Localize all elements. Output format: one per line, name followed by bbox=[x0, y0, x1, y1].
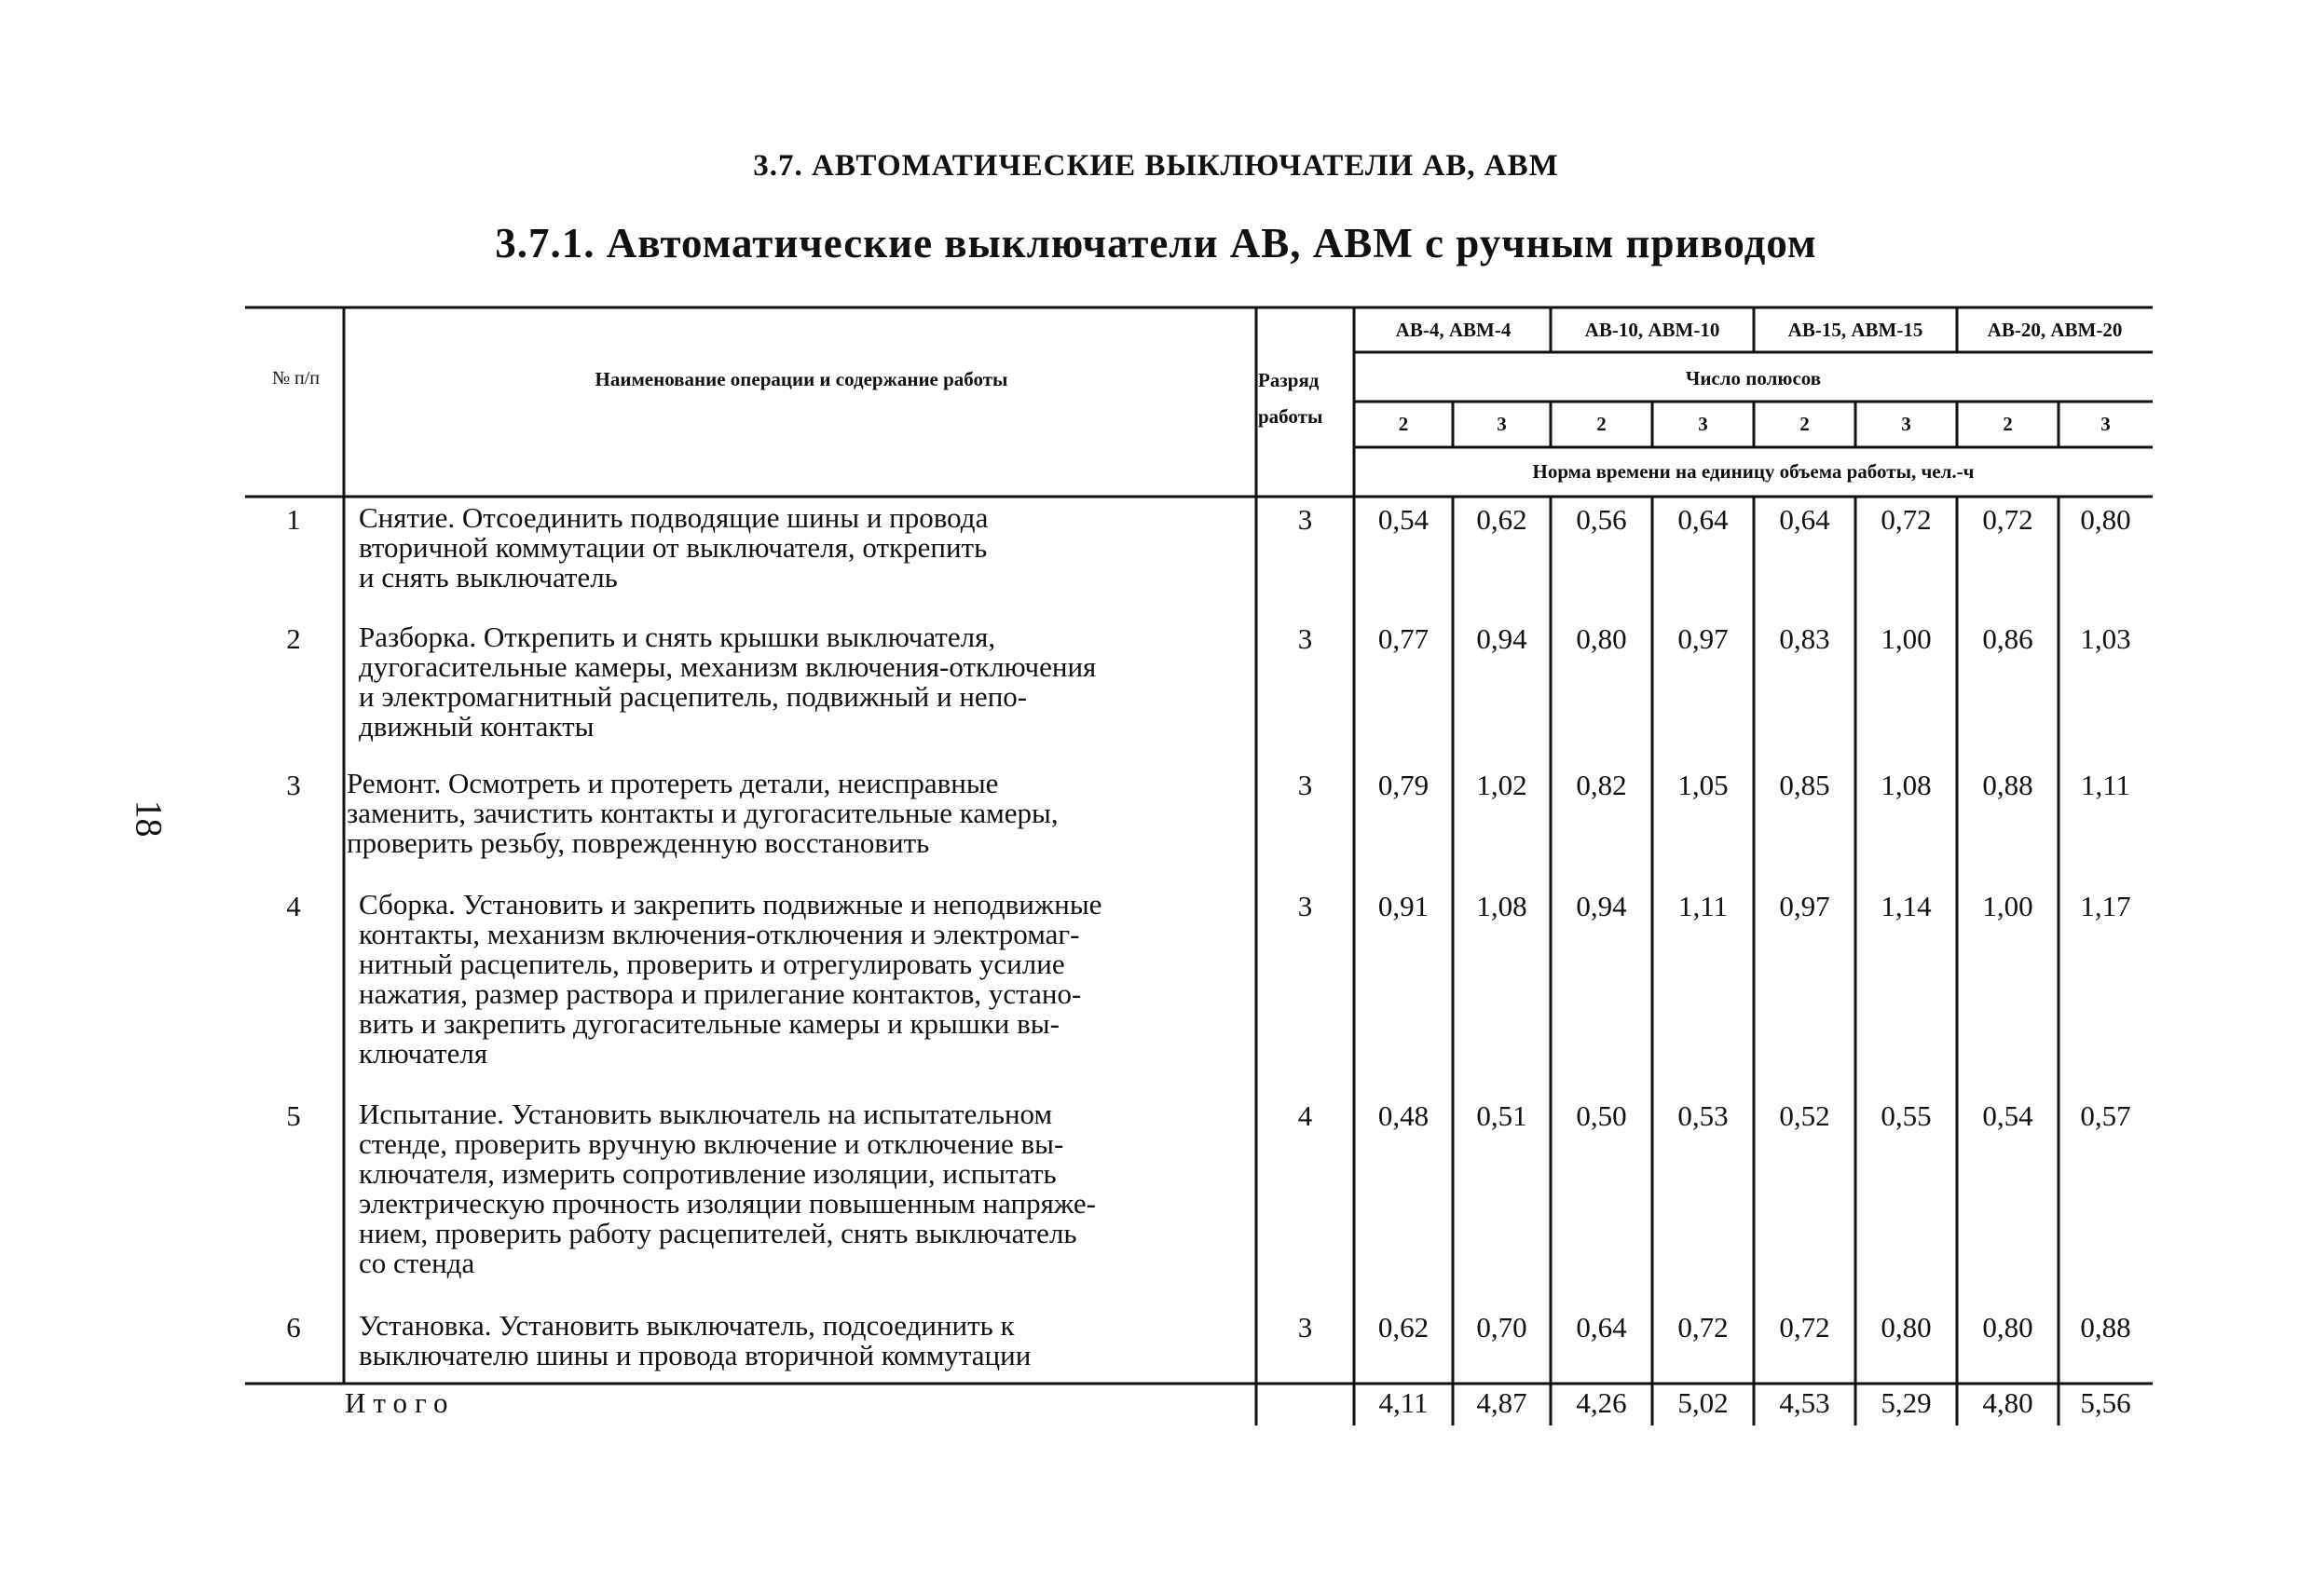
norm-value-cell: 0,94 bbox=[1576, 890, 1627, 922]
norm-value-cell: 0,77 bbox=[1377, 622, 1430, 655]
norm-value-cell: 0,62 bbox=[1476, 503, 1527, 536]
total-value-cell: 4,26 bbox=[1576, 1386, 1627, 1419]
row-description: Испытание. Установить выключатель на испытательном стенде, проверить вручную включение и отключение вы- ключателя, измерить сопротивление изоляции, испытать электрическую прочность изоляции повышенным напряже- нием, проверить работу расцепителей, снять выключатель со стенда bbox=[359, 1098, 1096, 1279]
norm-value-cell: 1,03 bbox=[2080, 622, 2131, 655]
header-pole-count: 2 bbox=[1799, 413, 1810, 435]
header-type-4: АВ-20, АВМ-20 bbox=[1987, 319, 2123, 341]
norm-value-cell: 1,08 bbox=[1476, 890, 1527, 922]
norm-value-cell: 0,94 bbox=[1476, 622, 1527, 655]
row-description: Установка. Установить выключатель, подсоединить к выключателю шины и провода вторичной коммутации bbox=[359, 1309, 1032, 1371]
row-grade: 3 bbox=[1297, 769, 1313, 801]
header-pole-count: 3 bbox=[1497, 413, 1507, 435]
norm-value-cell: 0,54 bbox=[1982, 1099, 2033, 1132]
norm-value-cell: 0,72 bbox=[1982, 503, 2033, 536]
row-number: 4 bbox=[286, 890, 301, 922]
norm-value-cell: 0,64 bbox=[1677, 503, 1729, 536]
norm-value-cell: 0,72 bbox=[1779, 1311, 1830, 1344]
norm-value-cell: 0,62 bbox=[1377, 1311, 1430, 1344]
norm-value-cell: 0,72 bbox=[1677, 1311, 1729, 1344]
row-grade: 4 bbox=[1297, 1099, 1313, 1132]
norm-value-cell: 0,53 bbox=[1677, 1099, 1729, 1132]
total-value-cell: 5,02 bbox=[1677, 1386, 1729, 1419]
header-norm: Норма времени на единицу объема работы, чел.-ч bbox=[1532, 460, 1975, 483]
total-value-cell: 5,56 bbox=[2080, 1386, 2131, 1419]
norm-value-cell: 0,97 bbox=[1779, 890, 1830, 922]
total-value-cell: 4,87 bbox=[1476, 1386, 1527, 1419]
row-grade: 3 bbox=[1297, 503, 1313, 536]
norm-value-cell: 0,64 bbox=[1576, 1311, 1627, 1344]
row-grade: 3 bbox=[1297, 890, 1313, 922]
norm-value-cell: 0,97 bbox=[1677, 622, 1729, 655]
norm-value-cell: 0,80 bbox=[1576, 622, 1627, 655]
row-grade: 3 bbox=[1297, 622, 1313, 655]
norm-value-cell: 1,00 bbox=[1881, 622, 1932, 655]
norm-value-cell: 1,11 bbox=[2080, 769, 2131, 801]
header-pole-count: 3 bbox=[1698, 413, 1708, 435]
norm-value-cell: 1,14 bbox=[1881, 890, 1932, 922]
norm-value-cell: 0,80 bbox=[1982, 1311, 2033, 1344]
norm-value-cell: 0,57 bbox=[2080, 1099, 2131, 1132]
header-type-1: АВ-4, АВМ-4 bbox=[1395, 319, 1512, 341]
subsection-title: 3.7.1. Автоматические выключатели АВ, АВМ с ручным приводом bbox=[495, 220, 1817, 266]
norm-value-cell: 0,86 bbox=[1982, 622, 2033, 655]
norm-value-cell: 1,05 bbox=[1677, 769, 1729, 801]
norm-value-cell: 0,91 bbox=[1377, 890, 1430, 922]
section-title: 3.7. АВТОМАТИЧЕСКИЕ ВЫКЛЮЧАТЕЛИ АВ, АВМ bbox=[753, 149, 1559, 183]
norm-value-cell: 0,55 bbox=[1881, 1099, 1932, 1132]
header-poles: Число полюсов bbox=[1685, 367, 1822, 389]
row-number: 3 bbox=[286, 769, 301, 801]
norm-value-cell: 0,56 bbox=[1576, 503, 1627, 536]
norm-value-cell: 0,88 bbox=[1982, 769, 2033, 801]
norm-value-cell: 0,83 bbox=[1779, 622, 1830, 655]
norm-value-cell: 0,54 bbox=[1377, 503, 1430, 536]
norm-value-cell: 1,00 bbox=[1982, 890, 2033, 922]
header-pole-count: 3 bbox=[2100, 413, 2111, 435]
row-description: Снятие. Отсоединить подводящие шины и провода вторичной коммутации от выключателя, открепить и снять выключатель bbox=[359, 501, 989, 593]
norm-value-cell: 0,85 bbox=[1779, 769, 1830, 801]
norm-value-cell: 1,02 bbox=[1476, 769, 1527, 801]
row-number: 6 bbox=[286, 1311, 301, 1344]
header-pole-count: 2 bbox=[1596, 413, 1607, 435]
header-grade-line1: Разряд bbox=[1258, 369, 1320, 391]
norm-value-cell: 0,82 bbox=[1576, 769, 1627, 801]
total-label: Итого bbox=[345, 1386, 456, 1419]
row-description: Разборка. Открепить и снять крышки выключателя, дугогасительные камеры, механизм включения-отключения и электромагнитный расцепитель, подвижный и непо- движный контакты bbox=[359, 621, 1097, 743]
norm-value-cell: 0,72 bbox=[1881, 503, 1932, 536]
header-pole-count: 3 bbox=[1901, 413, 1911, 435]
norm-value-cell: 1,11 bbox=[1677, 890, 1729, 922]
norm-value-cell: 0,70 bbox=[1476, 1311, 1527, 1344]
norm-value-cell: 0,64 bbox=[1779, 503, 1830, 536]
norm-value-cell: 1,08 bbox=[1881, 769, 1932, 801]
norm-value-cell: 0,51 bbox=[1476, 1099, 1527, 1132]
row-number: 5 bbox=[286, 1099, 301, 1132]
header-grade-line2: работы bbox=[1258, 405, 1323, 428]
row-description: Ремонт. Осмотреть и протереть детали, неисправные заменить, зачистить контакты и дугогасительные камеры, проверить резьбу, поврежденную восстановить bbox=[347, 767, 1059, 859]
row-grade: 3 bbox=[1297, 1311, 1313, 1344]
header-operation: Наименование операции и содержание работы bbox=[595, 368, 1008, 390]
header-pole-count: 2 bbox=[2003, 413, 2013, 435]
header-num: № п/п bbox=[271, 368, 321, 389]
norm-value-cell: 0,88 bbox=[2080, 1311, 2131, 1344]
header-type-2: АВ-10, АВМ-10 bbox=[1584, 319, 1720, 341]
page-number: 18 bbox=[128, 799, 171, 838]
total-value-cell: 4,11 bbox=[1378, 1386, 1429, 1419]
row-description: Сборка. Установить и закрепить подвижные и неподвижные контакты, механизм включения-отключения и электромаг- нитный расцепитель, проверить и отрегулировать усилие нажатия, размер раствора и прилегание контактов, устано- вить и закрепить дугогасительные камеры и крышки вы- ключателя bbox=[359, 888, 1102, 1070]
norm-value-cell: 0,79 bbox=[1377, 769, 1430, 801]
norm-value-cell: 0,52 bbox=[1779, 1099, 1830, 1132]
header-pole-count: 2 bbox=[1398, 413, 1409, 435]
header-type-3: АВ-15, АВМ-15 bbox=[1787, 319, 1923, 341]
total-value-cell: 4,80 bbox=[1982, 1386, 2033, 1419]
row-number: 2 bbox=[286, 622, 301, 655]
norm-value-cell: 0,80 bbox=[1881, 1311, 1932, 1344]
norm-value-cell: 0,80 bbox=[2080, 503, 2131, 536]
norm-value-cell: 0,48 bbox=[1377, 1099, 1430, 1132]
norm-value-cell: 1,17 bbox=[2080, 890, 2131, 922]
total-value-cell: 5,29 bbox=[1881, 1386, 1932, 1419]
norm-value-cell: 0,50 bbox=[1576, 1099, 1627, 1132]
row-number: 1 bbox=[286, 503, 301, 536]
total-value-cell: 4,53 bbox=[1779, 1386, 1830, 1419]
